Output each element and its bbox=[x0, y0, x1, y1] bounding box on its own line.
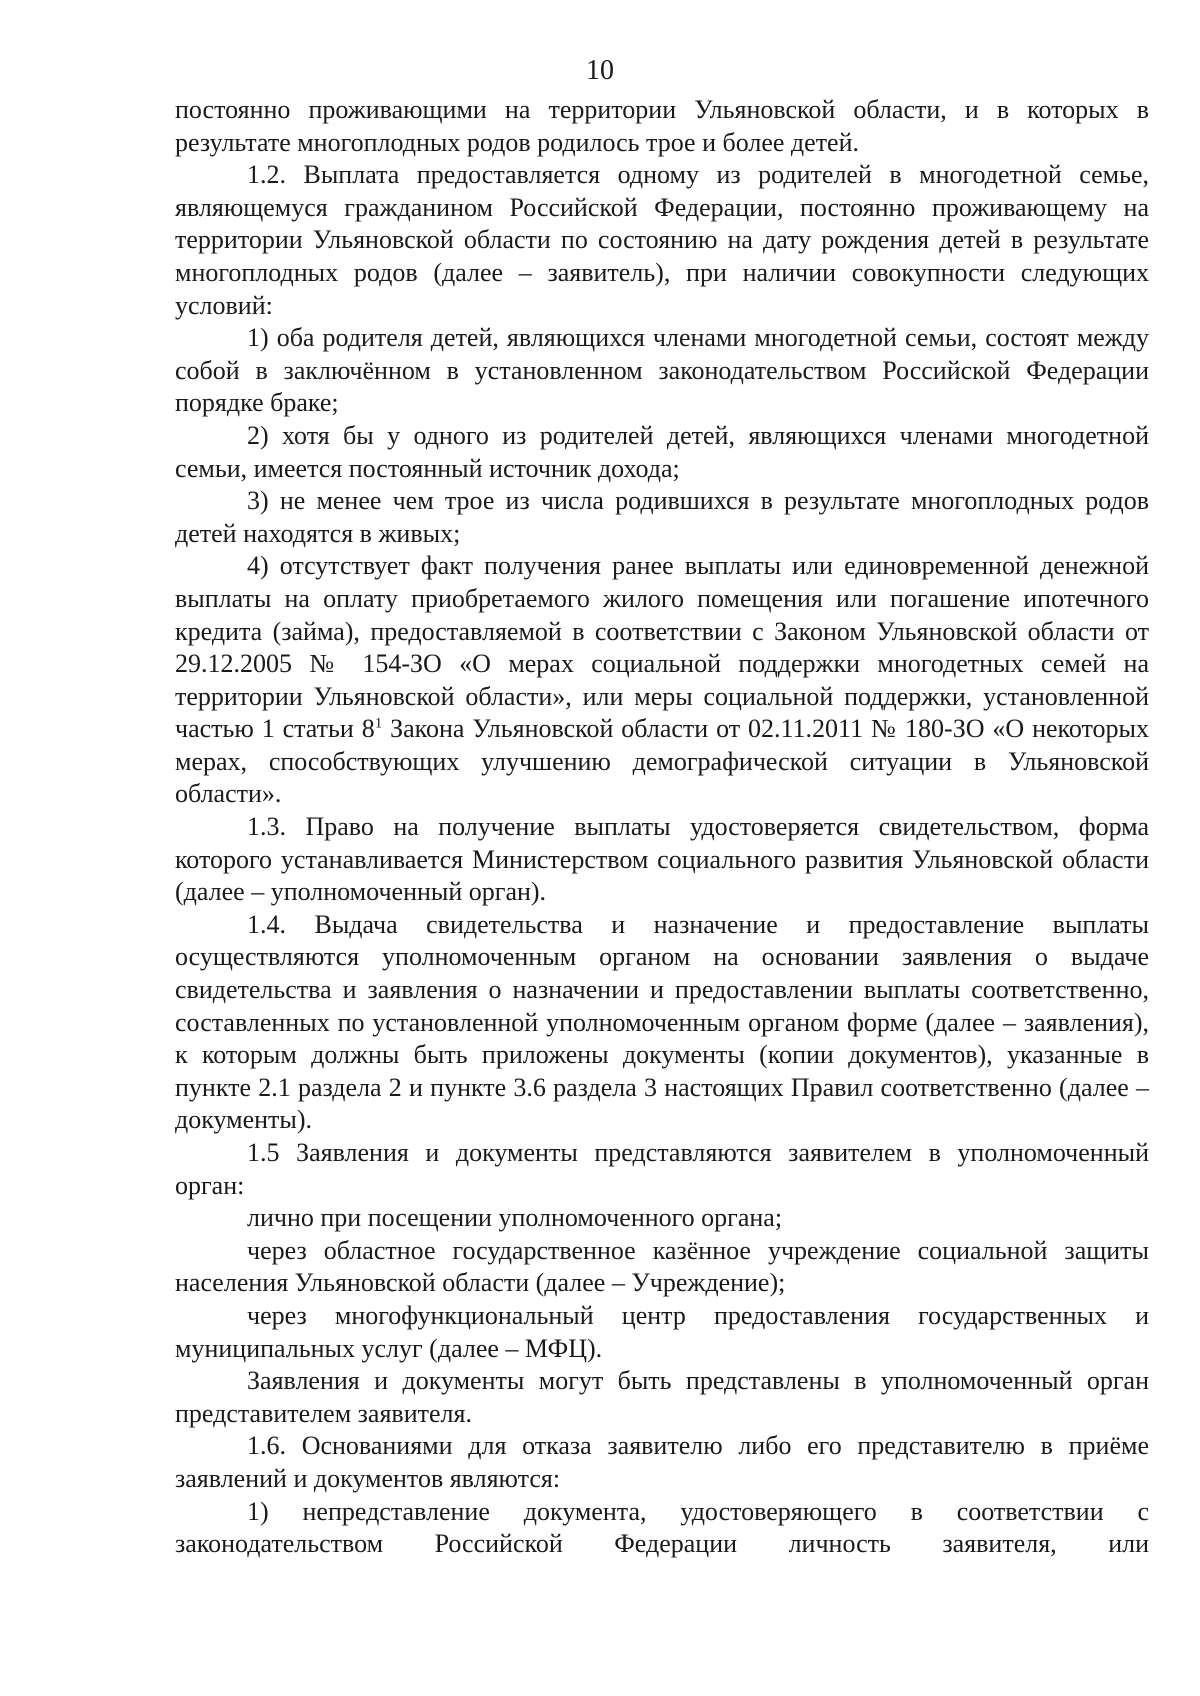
paragraph: Заявления и документы могут быть представлены в уполномоченный орган представителем заявителя. bbox=[175, 1366, 1149, 1428]
paragraph: через многофункциональный центр предоставления государственных и муниципальных услуг (далее – МФЦ). bbox=[175, 1300, 1149, 1363]
paragraph: 1) непредставление документа, удостоверяющего в соответствии с законодательством Российской Федерации личность заявителя, или bbox=[175, 1496, 1149, 1559]
paragraph: 1.6. Основаниями для отказа заявителю либо его представителю в приёме заявлений и документов являются: bbox=[175, 1431, 1149, 1493]
document-body bbox=[175, 94, 1149, 1561]
page-number: 10 bbox=[586, 55, 614, 86]
paragraph: лично при посещении уполномоченного органа; bbox=[247, 1203, 783, 1233]
paragraph: 1.3. Право на получение выплаты удостоверяется свидетельством, форма которого устанавливается Министерством социального развития Ульяновской области (далее – уполномоченный орган). bbox=[175, 812, 1149, 907]
paragraph: 1.5 Заявления и документы представляются заявителем в уполномоченный орган: bbox=[175, 1138, 1149, 1200]
paragraph-text: Закона Ульяновской области от 02.11.2011 № 180-ЗО «О некоторых мерах, способствующих улучшению демографической ситуации в Ульяновской области». bbox=[175, 714, 1149, 809]
paragraph: 1) оба родителя детей, являющихся членами многодетной семьи, состоят между собой в заключённом в установленном законодательством Российской Федерации порядке браке; bbox=[175, 323, 1149, 418]
paragraph: 1.2. Выплата предоставляется одному из родителей в многодетной семье, являющемуся гражданином Российской Федерации, постоянно проживающему на территории Ульяновской области по состоянию на дату рождения детей в результате многоплодных родов (далее – заявитель), при наличии совокупности следующих условий: bbox=[175, 160, 1149, 320]
paragraph: 2) хотя бы у одного из родителей детей, являющихся членами многодетной семьи, имеется постоянный источник дохода; bbox=[175, 420, 1149, 483]
paragraph-text: 4) отсутствует факт получения ранее выплаты или единовременной денежной выплаты на оплату приобретаемого жилого помещения или погашение ипотечного кредита (займа), предоставляемой в соответствии с Законом Ульяновской области от 29.12.2005 № 154-ЗО «О мерах социальной поддержки многодетных семей на территории Ульяновской области», или меры социальной поддержки, установленной частью 1 статьи 8 bbox=[175, 551, 1149, 744]
paragraph: через областное государственное казённое учреждение социальной защиты населения Ульяновской области (далее – Учреждение); bbox=[175, 1235, 1149, 1298]
paragraph: постоянно проживающими на территории Ульяновской области, и в которых в результате многоплодных родов родилось трое и более детей. bbox=[175, 95, 1149, 157]
superscript: 1 bbox=[374, 715, 383, 732]
paragraph: 1.4. Выдача свидетельства и назначение и предоставление выплаты осуществляются уполномоченным органом на основании заявления о выдаче свидетельства и заявления о назначении и предоставлении выплаты соответственно, составленных по установленной уполномоченным органом форме (далее – заявления), к которым должны быть приложены документы (копии документов), указанные в пункте 2.1 раздела 2 и пункте 3.6 раздела 3 настоящих Правил соответственно (далее – документы). bbox=[175, 909, 1149, 1135]
paragraph: 3) не менее чем трое из числа родившихся в результате многоплодных родов детей находятся в живых; bbox=[175, 486, 1149, 548]
paragraph bbox=[175, 550, 1149, 811]
